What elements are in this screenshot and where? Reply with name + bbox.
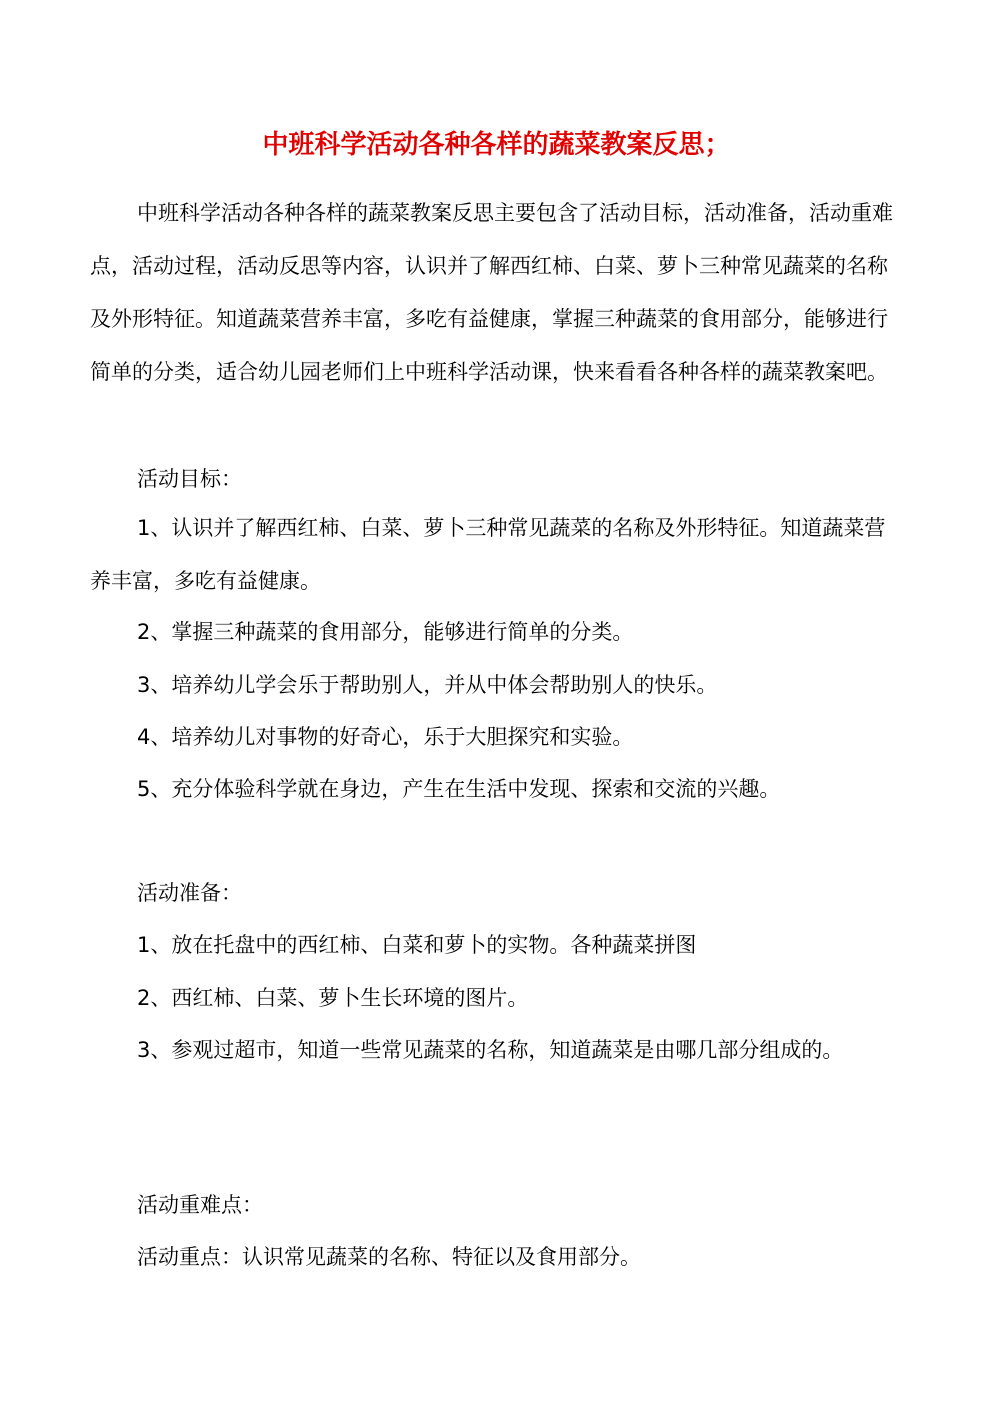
intro-paragraph: 中班科学活动各种各样的蔬菜教案反思主要包含了活动目标，活动准备，活动重难点，活动过程，活动反思等内容，认识并了解西红柿、白菜、萝卜三种常见蔬菜的名称及外形特征。知道蔬菜营养丰富，多吃有益健康，掌握三种蔬菜的食用部分，能够进行简单的分类，适合幼儿园老师们上中班科学活动课，快来看看各种各样的蔬菜教案吧。 — [90, 201, 893, 384]
goal-item-2: 2、掌握三种蔬菜的食用部分，能够进行简单的分类。 — [137, 620, 634, 644]
prep-heading: 活动准备： — [137, 881, 242, 905]
goals-heading: 活动目标： — [137, 467, 242, 491]
key-point: 活动重点：认识常见蔬菜的名称、特征以及食用部分。 — [137, 1245, 641, 1269]
goal-item-4: 4、培养幼儿对事物的好奇心，乐于大胆探究和实验。 — [137, 725, 634, 749]
goal-item-3: 3、培养幼儿学会乐于帮助别人，并从中体会帮助别人的快乐。 — [137, 673, 718, 697]
goal-item-5: 5、充分体验科学就在身边，产生在生活中发现、探索和交流的兴趣。 — [137, 777, 781, 801]
prep-item-3: 3、参观过超市，知道一些常见蔬菜的名称，知道蔬菜是由哪几部分组成的。 — [137, 1038, 844, 1062]
prep-item-1: 1、放在托盘中的西红柿、白菜和萝卜的实物。各种蔬菜拼图 — [137, 933, 697, 957]
prep-item-2: 2、西红柿、白菜、萝卜生长环境的图片。 — [137, 986, 529, 1010]
document-title: 中班科学活动各种各样的蔬菜教案反思； — [262, 130, 731, 160]
key-heading: 活动重难点： — [137, 1193, 263, 1217]
goal-item-1: 1、认识并了解西红柿、白菜、萝卜三种常见蔬菜的名称及外形特征。知道蔬菜营养丰富，多吃有益健康。 — [90, 516, 886, 593]
